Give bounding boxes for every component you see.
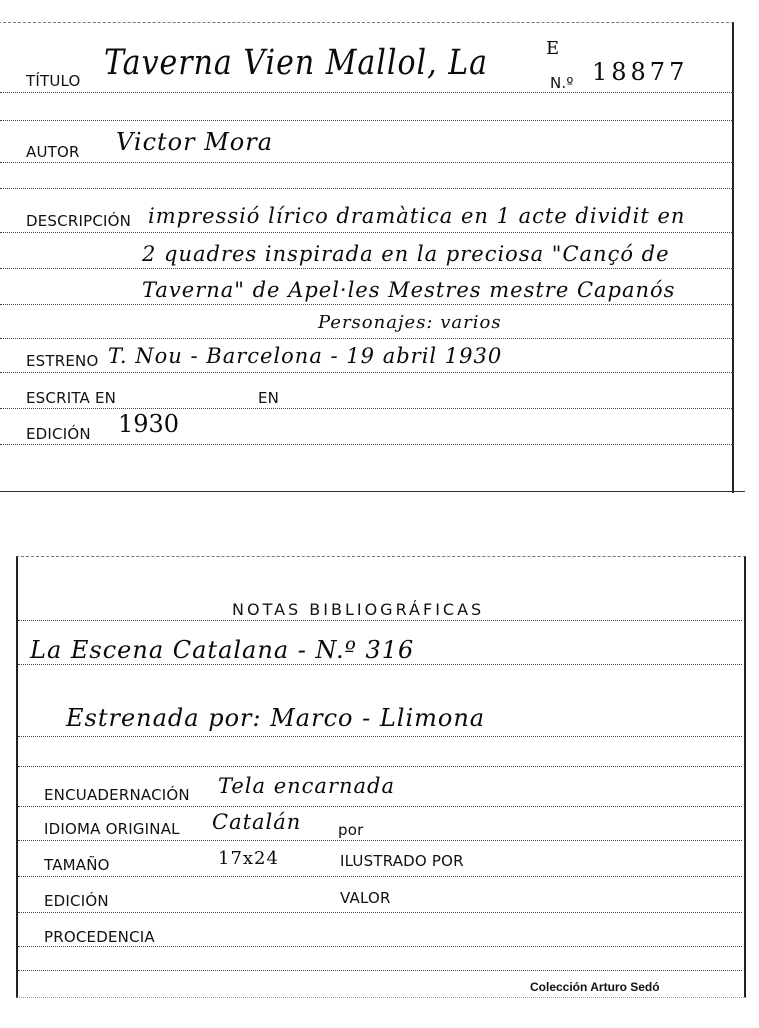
rule-descripcion-3	[0, 304, 732, 305]
rule-blank-2	[0, 188, 732, 189]
por-label: por	[338, 821, 364, 839]
titulo-mark: E	[546, 38, 561, 59]
idioma-label: IDIOMA ORIGINAL	[44, 820, 180, 838]
encuadernacion-label: ENCUADERNACIÓN	[44, 786, 190, 804]
rule-descripcion-2	[0, 268, 732, 269]
idioma-value: Catalán	[212, 810, 302, 834]
descripcion-line-3: Taverna" de Apel·les Mestres mestre Capanós	[142, 278, 676, 302]
encuadernacion-value: Tela encarnada	[218, 774, 395, 798]
rule-edicion	[0, 444, 732, 445]
estreno-label: ESTRENO	[26, 352, 99, 370]
rule-blank-4	[18, 970, 742, 971]
collection-credit: Colección Arturo Sedó	[530, 980, 660, 994]
estreno-value: T. Nou - Barcelona - 19 abril 1930	[108, 344, 503, 368]
rule-tamano	[18, 876, 742, 877]
titulo-label: TÍTULO	[26, 72, 81, 90]
tamano-label: TAMAÑO	[44, 856, 110, 874]
rule-descripcion-4	[0, 338, 732, 339]
descripcion-line-1: impressió lírico dramàtica en 1 acte dividit en	[148, 204, 686, 228]
descripcion-label: DESCRIPCIÓN	[26, 212, 132, 230]
autor-label: AUTOR	[26, 143, 80, 161]
autor-value: Victor Mora	[116, 128, 274, 156]
nota-line-1: La Escena Catalana - N.º 316	[30, 636, 415, 664]
nota-line-2: Estrenada por: Marco - Llimona	[66, 704, 486, 732]
numero-label: N.º	[550, 74, 574, 92]
notas-title: NOTAS BIBLIOGRÁFICAS	[232, 600, 485, 619]
rule-titulo	[0, 92, 732, 93]
ilustrado-label: ILUSTRADO POR	[340, 852, 464, 870]
valor-label: VALOR	[340, 889, 391, 907]
card-divider	[0, 491, 745, 492]
rule-autor	[0, 162, 732, 163]
procedencia-label: PROCEDENCIA	[44, 928, 155, 946]
titulo-value: Taverna Vien Mallol, La	[104, 42, 489, 83]
rule-procedencia	[18, 946, 742, 947]
bottom-edicion-label: EDICIÓN	[44, 892, 109, 910]
edicion-label: EDICIÓN	[26, 425, 91, 443]
rule-descripcion-1	[0, 232, 732, 233]
edicion-value: 1930	[118, 410, 180, 438]
rule-encuadernacion	[18, 806, 742, 807]
numero-value: 18877	[592, 58, 689, 86]
rule-blank-1	[0, 120, 732, 121]
tamano-value: 17x24	[218, 848, 279, 869]
en-label: EN	[258, 389, 280, 407]
rule-idioma	[18, 840, 742, 841]
rule-nota-2	[18, 736, 742, 737]
rule-estreno	[0, 372, 732, 373]
rule-nota-1	[18, 664, 742, 665]
rule-edicion-bottom	[18, 912, 742, 913]
escrita-label: ESCRITA EN	[26, 389, 117, 407]
rule-escrita	[0, 408, 732, 409]
personajes-note: Personajes: varios	[318, 312, 502, 333]
descripcion-line-2: 2 quadres inspirada en la preciosa "Cançó de	[142, 242, 670, 266]
rule-blank-3	[18, 766, 742, 767]
rule-notas	[18, 620, 742, 621]
